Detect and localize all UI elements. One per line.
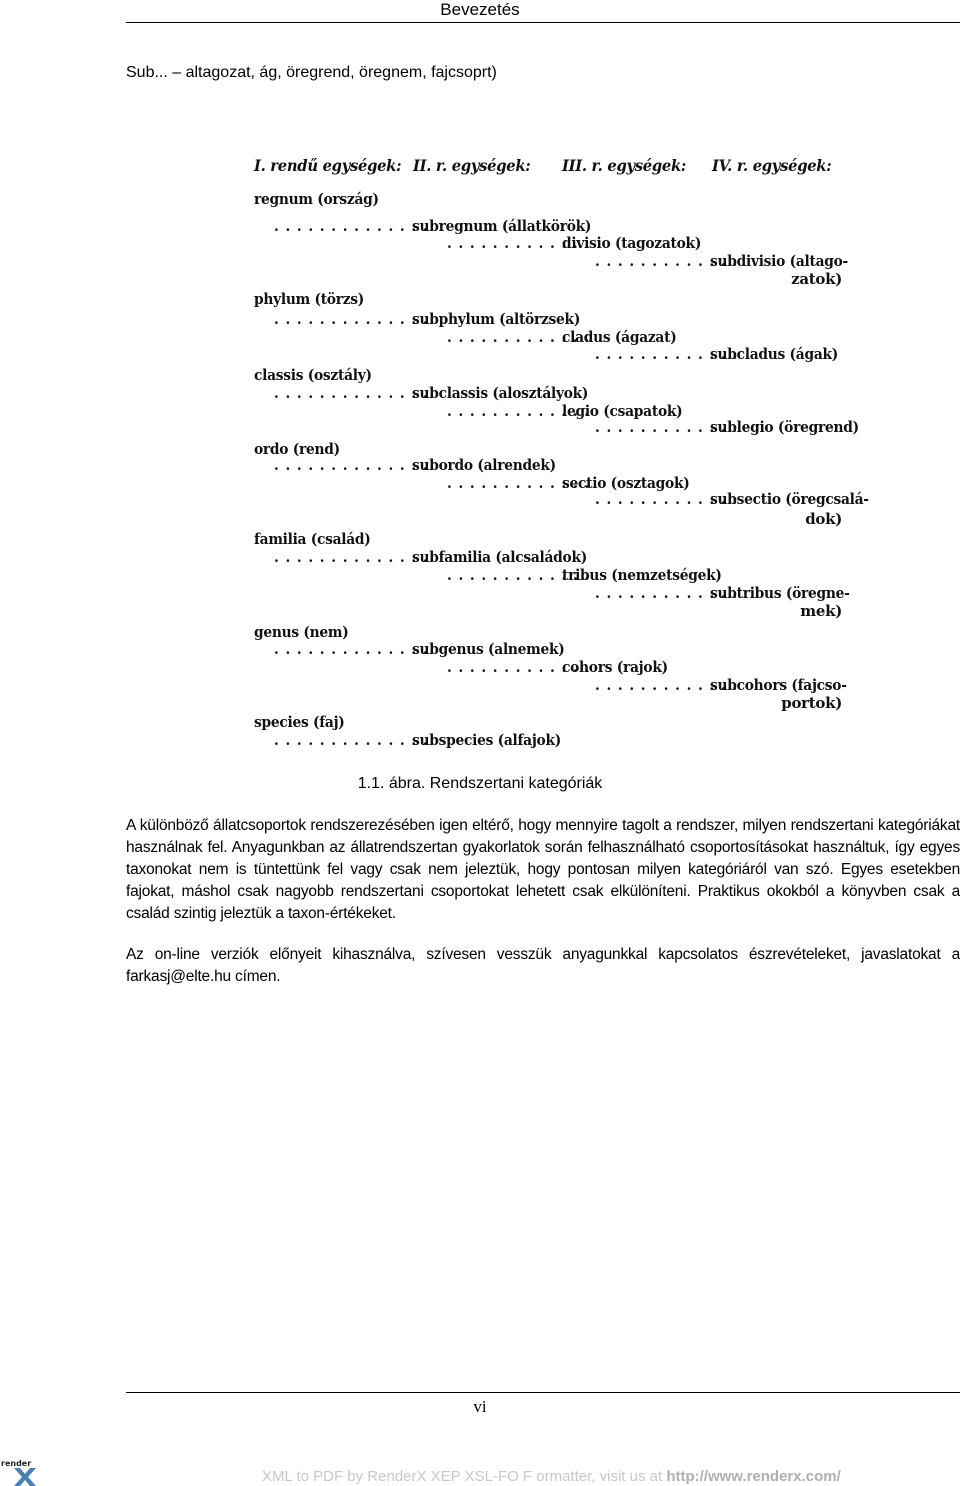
dotted-leader: . . . . . . . . . . . . . (595, 584, 739, 602)
dotted-leader: . . . . . . . . . . . . . . (274, 548, 429, 566)
taxon-rank-level-3: tribus (nemzetségek) (562, 566, 722, 584)
taxon-rank-level-3: legio (csapatok) (562, 402, 683, 420)
taxon-rank-level-1: classis (osztály) (254, 366, 372, 384)
figure-column-header: II. r. egységek: (413, 156, 531, 175)
renderx-link[interactable]: http://www.renderx.com/ (666, 1468, 841, 1485)
watermark-text: XML to PDF by RenderX XEP XSL-FO F ormatter, visit us at (262, 1468, 667, 1485)
taxon-rank-level-1: regnum (ország) (254, 190, 379, 208)
taxon-rank-level-2: subfamilia (alcsaládok) (412, 548, 588, 566)
dotted-leader: . . . . . . . . . . . . . (595, 345, 739, 363)
taxon-rank-level-1: genus (nem) (254, 623, 349, 641)
taxon-rank-level-4: subcohors (fajcso- (710, 676, 847, 694)
figure-caption: 1.1. ábra. Rendszertani kategóriák (357, 775, 603, 792)
taxon-rank-continuation: mek) (800, 602, 842, 620)
footer-divider (126, 1392, 960, 1393)
dotted-leader: . . . . . . . . . . . . . (447, 402, 591, 420)
taxon-rank-level-2: subspecies (alfajok) (412, 731, 562, 749)
taxon-rank-level-4: subcladus (ágak) (710, 345, 839, 363)
dotted-leader: . . . . . . . . . . . . . (447, 234, 591, 252)
dotted-leader: . . . . . . . . . . . . . (595, 490, 739, 508)
page-number: vi (473, 1397, 487, 1416)
taxon-rank-level-2: subregnum (állatkörök) (412, 217, 592, 235)
renderx-logo-icon (0, 1456, 40, 1486)
figure-column-header: I. rendű egységek: (254, 156, 402, 175)
taxon-rank-level-2: subgenus (alnemek) (412, 640, 565, 658)
paragraph-online: Az on-line verziók előnyeit kihasználva, szívesen vesszük anyagunkkal kapcsolatos észrevételeket, javaslatokat a farkasj@elte.hu címen. (126, 946, 960, 985)
dotted-leader: . . . . . . . . . . . . . . (274, 310, 429, 328)
dotted-leader: . . . . . . . . . . . . . (447, 474, 591, 492)
dotted-leader: . . . . . . . . . . . . . (595, 676, 739, 694)
renderx-watermark (262, 1468, 841, 1485)
dotted-leader: . . . . . . . . . . . . . . (274, 456, 429, 474)
taxon-rank-level-4: subdivisio (altago- (710, 252, 848, 270)
paragraph-categories: A különböző állatcsoportok rendszerezésében igen eltérő, hogy mennyire tagolt a rendszer, milyen rendszertani kategóriákat használnak fel. Anyagunkban az állatrendszertan gyakorlatok során felhasználható csoportosításokat használtuk, így egyes taxonokat nem is tüntettünk fel vagy csak nem jeleztük, hogy pontosan milyen kategóriáról van szó. Egyes esetekben fajokat, máshol csak nagyobb rendszertani csoportokat lehetett csak elkülöníteni. Praktikus okokból a könyvben csak a család szintig jeleztük a taxon-értékeket. (126, 817, 960, 922)
taxon-rank-level-3: divisio (tagozatok) (562, 234, 702, 252)
logo-text: render (1, 1459, 32, 1468)
dotted-leader: . . . . . . . . . . . . . (595, 418, 739, 436)
dotted-leader: . . . . . . . . . . . . . . (274, 384, 429, 402)
figure-column-header: III. r. egységek: (562, 156, 687, 175)
dotted-leader: . . . . . . . . . . . . . . (274, 217, 429, 235)
dotted-leader: . . . . . . . . . . . . . (447, 328, 591, 346)
page-header-title: Bevezetés (440, 0, 520, 19)
taxon-rank-level-3: sectio (osztagok) (562, 474, 690, 492)
taxon-rank-continuation: zatok) (791, 270, 842, 288)
intro-text: Sub... – altagozat, ág, öregrend, öregnem, fajcsoprt) (126, 64, 497, 81)
taxon-rank-level-2: subphylum (altörzsek) (412, 310, 581, 328)
taxonomy-figure (250, 150, 870, 762)
taxon-rank-level-2: subclassis (alosztályok) (412, 384, 589, 402)
figure-column-header: IV. r. egységek: (712, 156, 832, 175)
dotted-leader: . . . . . . . . . . . . . (447, 566, 591, 584)
taxon-rank-level-1: phylum (törzs) (254, 290, 365, 308)
taxon-rank-level-1: ordo (rend) (254, 440, 340, 458)
dotted-leader: . . . . . . . . . . . . . . (274, 640, 429, 658)
dotted-leader: . . . . . . . . . . . . . . (274, 731, 429, 749)
taxon-rank-level-2: subordo (alrendek) (412, 456, 556, 474)
taxon-rank-level-3: cohors (rajok) (562, 658, 668, 676)
taxon-rank-continuation: dok) (805, 510, 842, 528)
dotted-leader: . . . . . . . . . . . . . (595, 252, 739, 270)
taxon-rank-level-4: subsectio (öregcsalá- (710, 490, 869, 508)
taxon-rank-continuation: portok) (781, 694, 842, 712)
header-divider (126, 22, 960, 23)
taxon-rank-level-1: familia (család) (254, 530, 371, 548)
taxon-rank-level-4: sublegio (öregrend) (710, 418, 859, 436)
dotted-leader: . . . . . . . . . . . . . (447, 658, 591, 676)
taxon-rank-level-3: cladus (ágazat) (562, 328, 677, 346)
taxon-rank-level-1: species (faj) (254, 713, 345, 731)
taxon-rank-level-4: subtribus (öregne- (710, 584, 850, 602)
